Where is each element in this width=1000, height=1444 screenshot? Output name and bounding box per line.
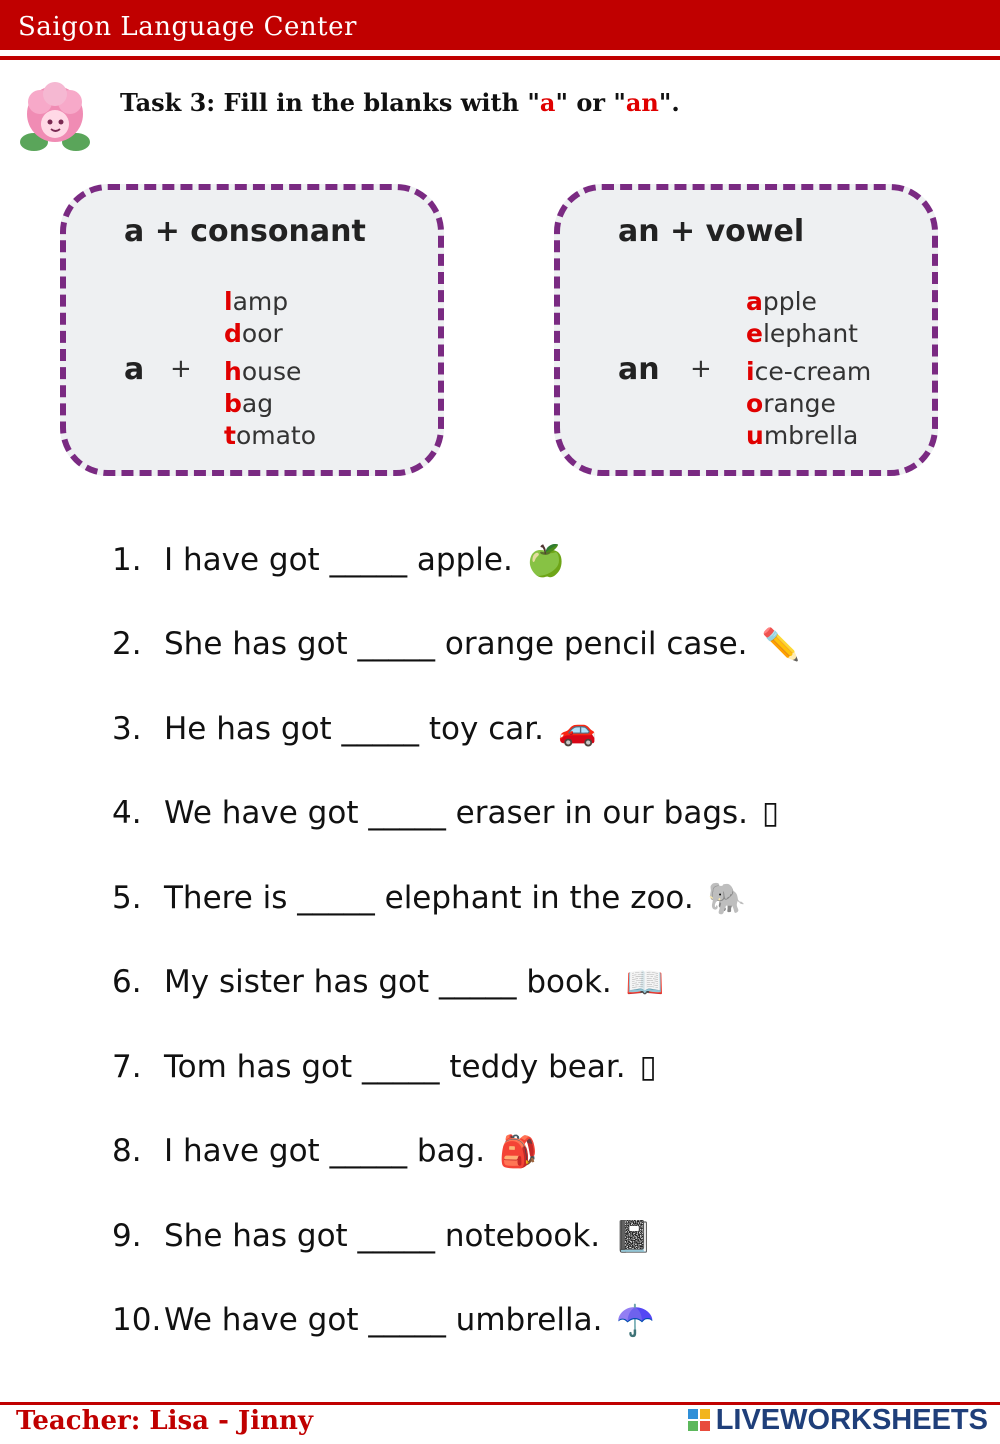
vowel-rule-title: an + vowel	[618, 214, 805, 249]
question-item: 1. I have got _____ apple. 🍏	[112, 542, 566, 579]
option-an: an	[625, 88, 659, 117]
teddy-bear-icon: ▯	[639, 1049, 657, 1085]
header-divider	[0, 56, 1000, 60]
header-bar	[0, 0, 1000, 50]
vowel-word: elephant	[746, 319, 858, 348]
option-a: a	[539, 88, 556, 117]
green-apple-icon: 🍏	[526, 542, 566, 579]
header-title: Saigon Language Center	[18, 12, 357, 42]
question-item: 5. There is _____ elephant in the zoo. 🐘	[112, 880, 747, 917]
toy-car-icon: 🚗	[558, 711, 597, 748]
question-item: 4. We have got _____ eraser in our bags. ▯	[112, 795, 780, 831]
consonant-word-list	[224, 286, 316, 452]
flower-mascot-icon	[12, 80, 98, 160]
teacher-credit: Teacher: Lisa - Jinny	[16, 1406, 314, 1436]
question-item: 7. Tom has got _____ teddy bear. ▯	[112, 1049, 657, 1085]
task-prefix: Task 3: Fill in the blanks with "	[120, 88, 540, 117]
book-icon: 📖	[625, 964, 665, 1001]
elephant-icon: 🐘	[707, 880, 747, 917]
question-item: 9. She has got _____ notebook. 📓	[112, 1218, 653, 1255]
backpack-icon: 🎒	[499, 1133, 538, 1170]
vowel-word: ice-cream	[746, 357, 872, 386]
consonant-word: door	[224, 319, 283, 348]
consonant-rule-box	[60, 184, 444, 476]
question-item: 10. We have got _____ umbrella. ☂️	[112, 1302, 656, 1339]
question-item: 6. My sister has got _____ book. 📖	[112, 964, 665, 1001]
question-item: 3. He has got _____ toy car. 🚗	[112, 711, 597, 748]
vowel-plus: +	[690, 354, 712, 384]
task-suffix: ".	[658, 88, 680, 117]
consonant-rule-title: a + consonant	[124, 214, 366, 249]
notebook-icon: 📓	[614, 1218, 653, 1255]
consonant-word: house	[224, 357, 302, 386]
task-middle: " or "	[555, 88, 626, 117]
question-item: 8. I have got _____ bag. 🎒	[112, 1133, 538, 1170]
vowel-word: orange	[746, 389, 836, 418]
eraser-icon: ▯	[762, 795, 780, 831]
consonant-word: lamp	[224, 287, 289, 316]
vowel-word-list	[746, 286, 871, 452]
liveworksheets-logo[interactable]	[688, 1404, 988, 1437]
consonant-plus: +	[170, 354, 192, 384]
pencil-icon: ✏️	[761, 626, 801, 663]
vowel-rule-box	[554, 184, 938, 476]
consonant-word: bag	[224, 389, 274, 418]
task-instruction	[120, 88, 680, 117]
consonant-word: tomato	[224, 421, 317, 450]
consonant-article: a	[124, 352, 145, 387]
liveworksheets-logo-icon	[688, 1409, 712, 1433]
vowel-article: an	[618, 352, 660, 387]
vowel-word: apple	[746, 287, 817, 316]
vowel-word: umbrella	[746, 421, 859, 450]
question-item: 2. She has got _____ orange pencil case. ✏️	[112, 626, 801, 663]
logo-text: LIVEWORKSHEETS	[715, 1404, 988, 1436]
umbrella-icon: ☂️	[616, 1302, 656, 1339]
